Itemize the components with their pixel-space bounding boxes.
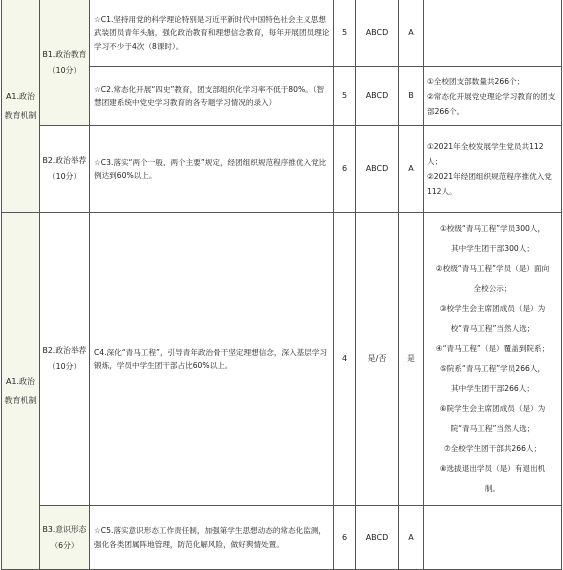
score-cell: 5 xyxy=(334,0,356,67)
note-item: ③校学生会主席团成员（是）为 xyxy=(439,304,546,313)
note-item: 全校公示； xyxy=(473,284,512,293)
note-item: 其中学生团干部300人； xyxy=(451,244,534,253)
scale-cell: ABCD xyxy=(356,0,399,67)
criteria-cell: ☆C3.落实“两个一般、两个主要”规定，经团组织规范程序推优入党比例达到60%以上。 xyxy=(90,126,334,213)
scale-cell: 是/否 xyxy=(356,213,399,506)
note-item: ①校级“青马工程”学员300人， xyxy=(439,224,546,233)
note-item: 院“青马工程”当然人选； xyxy=(450,424,535,433)
level2-category: B1.政治教育（10分） xyxy=(40,0,90,126)
table-row xyxy=(2,213,562,506)
level2-category: B3.意识形态（6分） xyxy=(40,506,90,570)
scale-cell: ABCD xyxy=(356,506,399,570)
level2-category: B2.政治举荐（10分） xyxy=(40,213,90,506)
table-row xyxy=(2,506,562,570)
grade-cell: A xyxy=(399,126,424,213)
note-item: ⑧选拔退出学员（是）有退出机 xyxy=(439,464,546,473)
scale-cell: ABCD xyxy=(356,67,399,126)
criteria-cell: C4.深化“青马工程”，引导青年政治骨干坚定理想信念，深入基层学习锻炼，学员中学生团干部占比60%以上。 xyxy=(90,213,334,506)
note-item: ①2021年全校发展学生党员共112人； xyxy=(427,142,544,166)
note-item: ①全校团支部数量共266个； xyxy=(427,76,525,86)
note-item: 校“青马工程”当然人选； xyxy=(450,324,535,333)
note-item: ②2021年经团组织规范程序推优入党112人。 xyxy=(427,172,552,196)
note-item: ②常态化开展党史理论学习教育的团支部266个。 xyxy=(427,91,556,116)
note-item: ②校级“青马工程”学员（是）面向 xyxy=(435,264,550,273)
criteria-cell: ☆C1.坚持用党的科学理论特别是习近平新时代中国特色社会主义思想武装团员青年头脑，强化政治教育和理想信念教育，每年开展团员理论学习不少于4次（8课时）。 xyxy=(90,0,334,67)
criteria-cell: ☆C5.落实意识形态工作责任制，加强第学生思想动态的常态化监测，强化各类团属阵地管理，防范化解风险，做好舆情处置。 xyxy=(90,506,334,570)
note-item: ⑦全校学生团干部共266人； xyxy=(443,444,542,453)
note-item: ⑥院学生会主席团成员（是）为 xyxy=(439,404,546,413)
note-item: ⑤院系“青马工程”学员266人， xyxy=(439,364,546,373)
notes-cell xyxy=(424,126,562,213)
note-item: 其中学生团干部266人； xyxy=(451,384,534,393)
score-cell: 4 xyxy=(334,213,356,506)
note-item: ④“青马工程”（是）覆盖到院系； xyxy=(435,344,550,353)
level1-category: A1.政治教育机制 xyxy=(2,0,40,213)
notes-cell xyxy=(424,506,562,570)
notes-cell xyxy=(424,0,562,67)
note-item: 制。 xyxy=(484,484,501,493)
notes-cell xyxy=(424,213,562,506)
level1-category: A1.政治教育机制 xyxy=(2,213,40,570)
grade-cell: B xyxy=(399,67,424,126)
score-cell: 6 xyxy=(334,126,356,213)
grade-cell: A xyxy=(399,506,424,570)
score-cell: 5 xyxy=(334,67,356,126)
score-cell: 6 xyxy=(334,506,356,570)
grade-cell: A xyxy=(399,0,424,67)
table-row xyxy=(2,126,562,213)
evaluation-table xyxy=(1,0,562,570)
grade-cell: 是 xyxy=(399,213,424,506)
notes-cell xyxy=(424,67,562,126)
scale-cell: ABCD xyxy=(356,126,399,213)
table-row xyxy=(2,0,562,67)
criteria-cell: ☆C2.常态化开展“四史”教育，团支部组织化学习率不低于80%。（智慧团建系统中党史学习教育的各专题学习情况的录入） xyxy=(90,67,334,126)
level2-category: B2.政治举荐（10分） xyxy=(40,126,90,213)
